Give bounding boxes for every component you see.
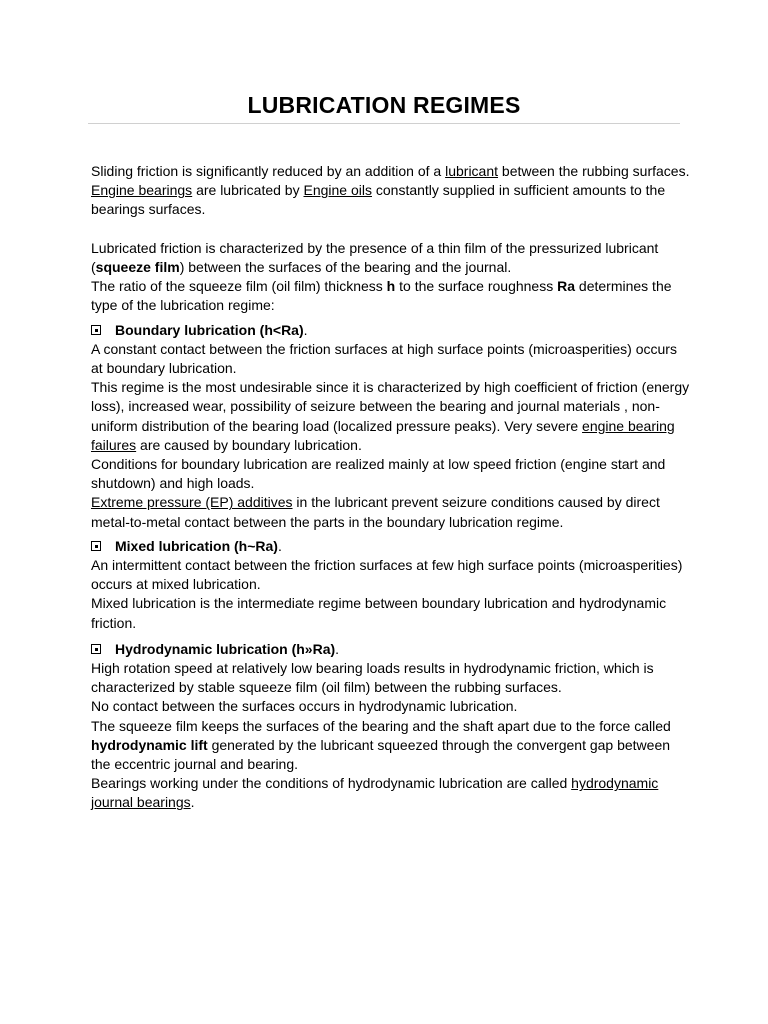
section-heading-text: Boundary lubrication (h<Ra) [115,321,304,338]
boundary-paragraph: A constant contact between the friction surfaces at high surface points (microasperities) occurs at boundary lubrication. [91,340,677,377]
section-heading-text: Hydrodynamic lubrication (h»Ra) [115,640,336,657]
intro-text: ) between the surfaces of the bearing and the journal. [179,259,512,275]
intro-paragraph [91,162,691,181]
bold-term: h [386,278,396,295]
intro-text: constantly supplied in sufficient amounts to the bearings surfaces. [91,182,666,218]
link-ep-additives[interactable]: Extreme pressure (EP) additives [91,494,293,511]
intro-text: Sliding friction is significantly reduced by an addition of a [91,163,446,179]
link-engine-oils[interactable]: Engine oils [303,182,372,199]
link-engine-bearing-failures[interactable]: engine bearing failures [91,417,675,453]
heading-period: . [303,321,308,338]
link-hydrodynamic-journal-bearings[interactable]: hydrodynamic journal bearings [91,775,659,811]
section-heading-mixed [91,537,691,556]
document-body [91,162,691,813]
link-engine-bearings[interactable]: Engine bearings [91,182,193,199]
hydro-paragraph [91,774,691,812]
hydro-text: . [190,794,195,811]
bold-term: hydrodynamic lift [91,736,208,753]
hydro-paragraph: High rotation speed at relatively low bearing loads results in hydrodynamic friction, which is characterized by stable squeeze film (oil film) between the rubbing surfaces. [91,660,654,696]
heading-period: . [277,537,282,554]
title-divider [88,123,680,124]
intro-text: The ratio of the squeeze film (oil film) thickness [91,278,387,295]
boundary-paragraph [91,493,691,531]
section-heading-boundary [91,321,691,340]
boundary-text: are caused by boundary lubrication. [136,436,362,453]
hydro-text: Bearings working under the conditions of hydrodynamic lubrication are called [91,775,572,792]
intro-text: between the rubbing surfaces. [498,163,690,179]
boxed-bullet-icon [91,541,101,551]
intro-text: to the surface roughness [395,278,558,295]
hydro-paragraph [91,717,691,775]
spacer [91,220,691,239]
hydro-paragraph: No contact between the surfaces occurs in hydrodynamic lubrication. [91,698,518,715]
intro-text: determines the type of the lubrication regime: [91,278,672,314]
bold-term: squeeze film [95,259,180,275]
bold-term: Ra [557,278,576,295]
link-lubricant[interactable]: lubricant [445,163,499,179]
intro-text: are lubricated by [192,182,304,199]
intro-paragraph [91,239,691,277]
hydro-text: generated by the lubricant squeezed through the convergent gap between the eccentric journal and bearing. [91,736,671,773]
intro-paragraph [91,277,691,315]
page-title: LUBRICATION REGIMES [247,92,521,118]
boxed-bullet-icon [91,325,101,335]
section-heading-text: Mixed lubrication (h~Ra) [115,537,278,554]
heading-period: . [335,640,340,657]
hydro-text: The squeeze film keeps the surfaces of the bearing and the shaft apart due to the force called [91,717,671,734]
boundary-paragraph [91,378,691,455]
mixed-paragraph: Mixed lubrication is the intermediate regime between boundary lubrication and hydrodynamic friction. [91,595,667,631]
section-heading-hydrodynamic [91,640,691,659]
mixed-paragraph: An intermittent contact between the friction surfaces at few high surface points (microasperities) occurs at mixed lubrication. [91,557,683,593]
boundary-text: This regime is the most undesirable since it is characterized by high coefficient of friction (energy loss), increased wear, possibility of seizure between the bearing and journal materials , non-uniform distribution of the bearing load (localized pressure peaks). Very severe [91,379,690,434]
boxed-bullet-icon [91,644,101,654]
intro-paragraph [91,181,691,219]
boundary-paragraph: Conditions for boundary lubrication are realized mainly at low speed friction (engine start and shutdown) and high loads. [91,456,666,492]
boundary-text: in the lubricant prevent seizure conditions caused by direct metal-to-metal contact between the parts in the boundary lubrication regime. [91,494,660,530]
intro-text: Lubricated friction is characterized by the presence of a thin film of the pressurized lubricant ( [91,239,659,275]
